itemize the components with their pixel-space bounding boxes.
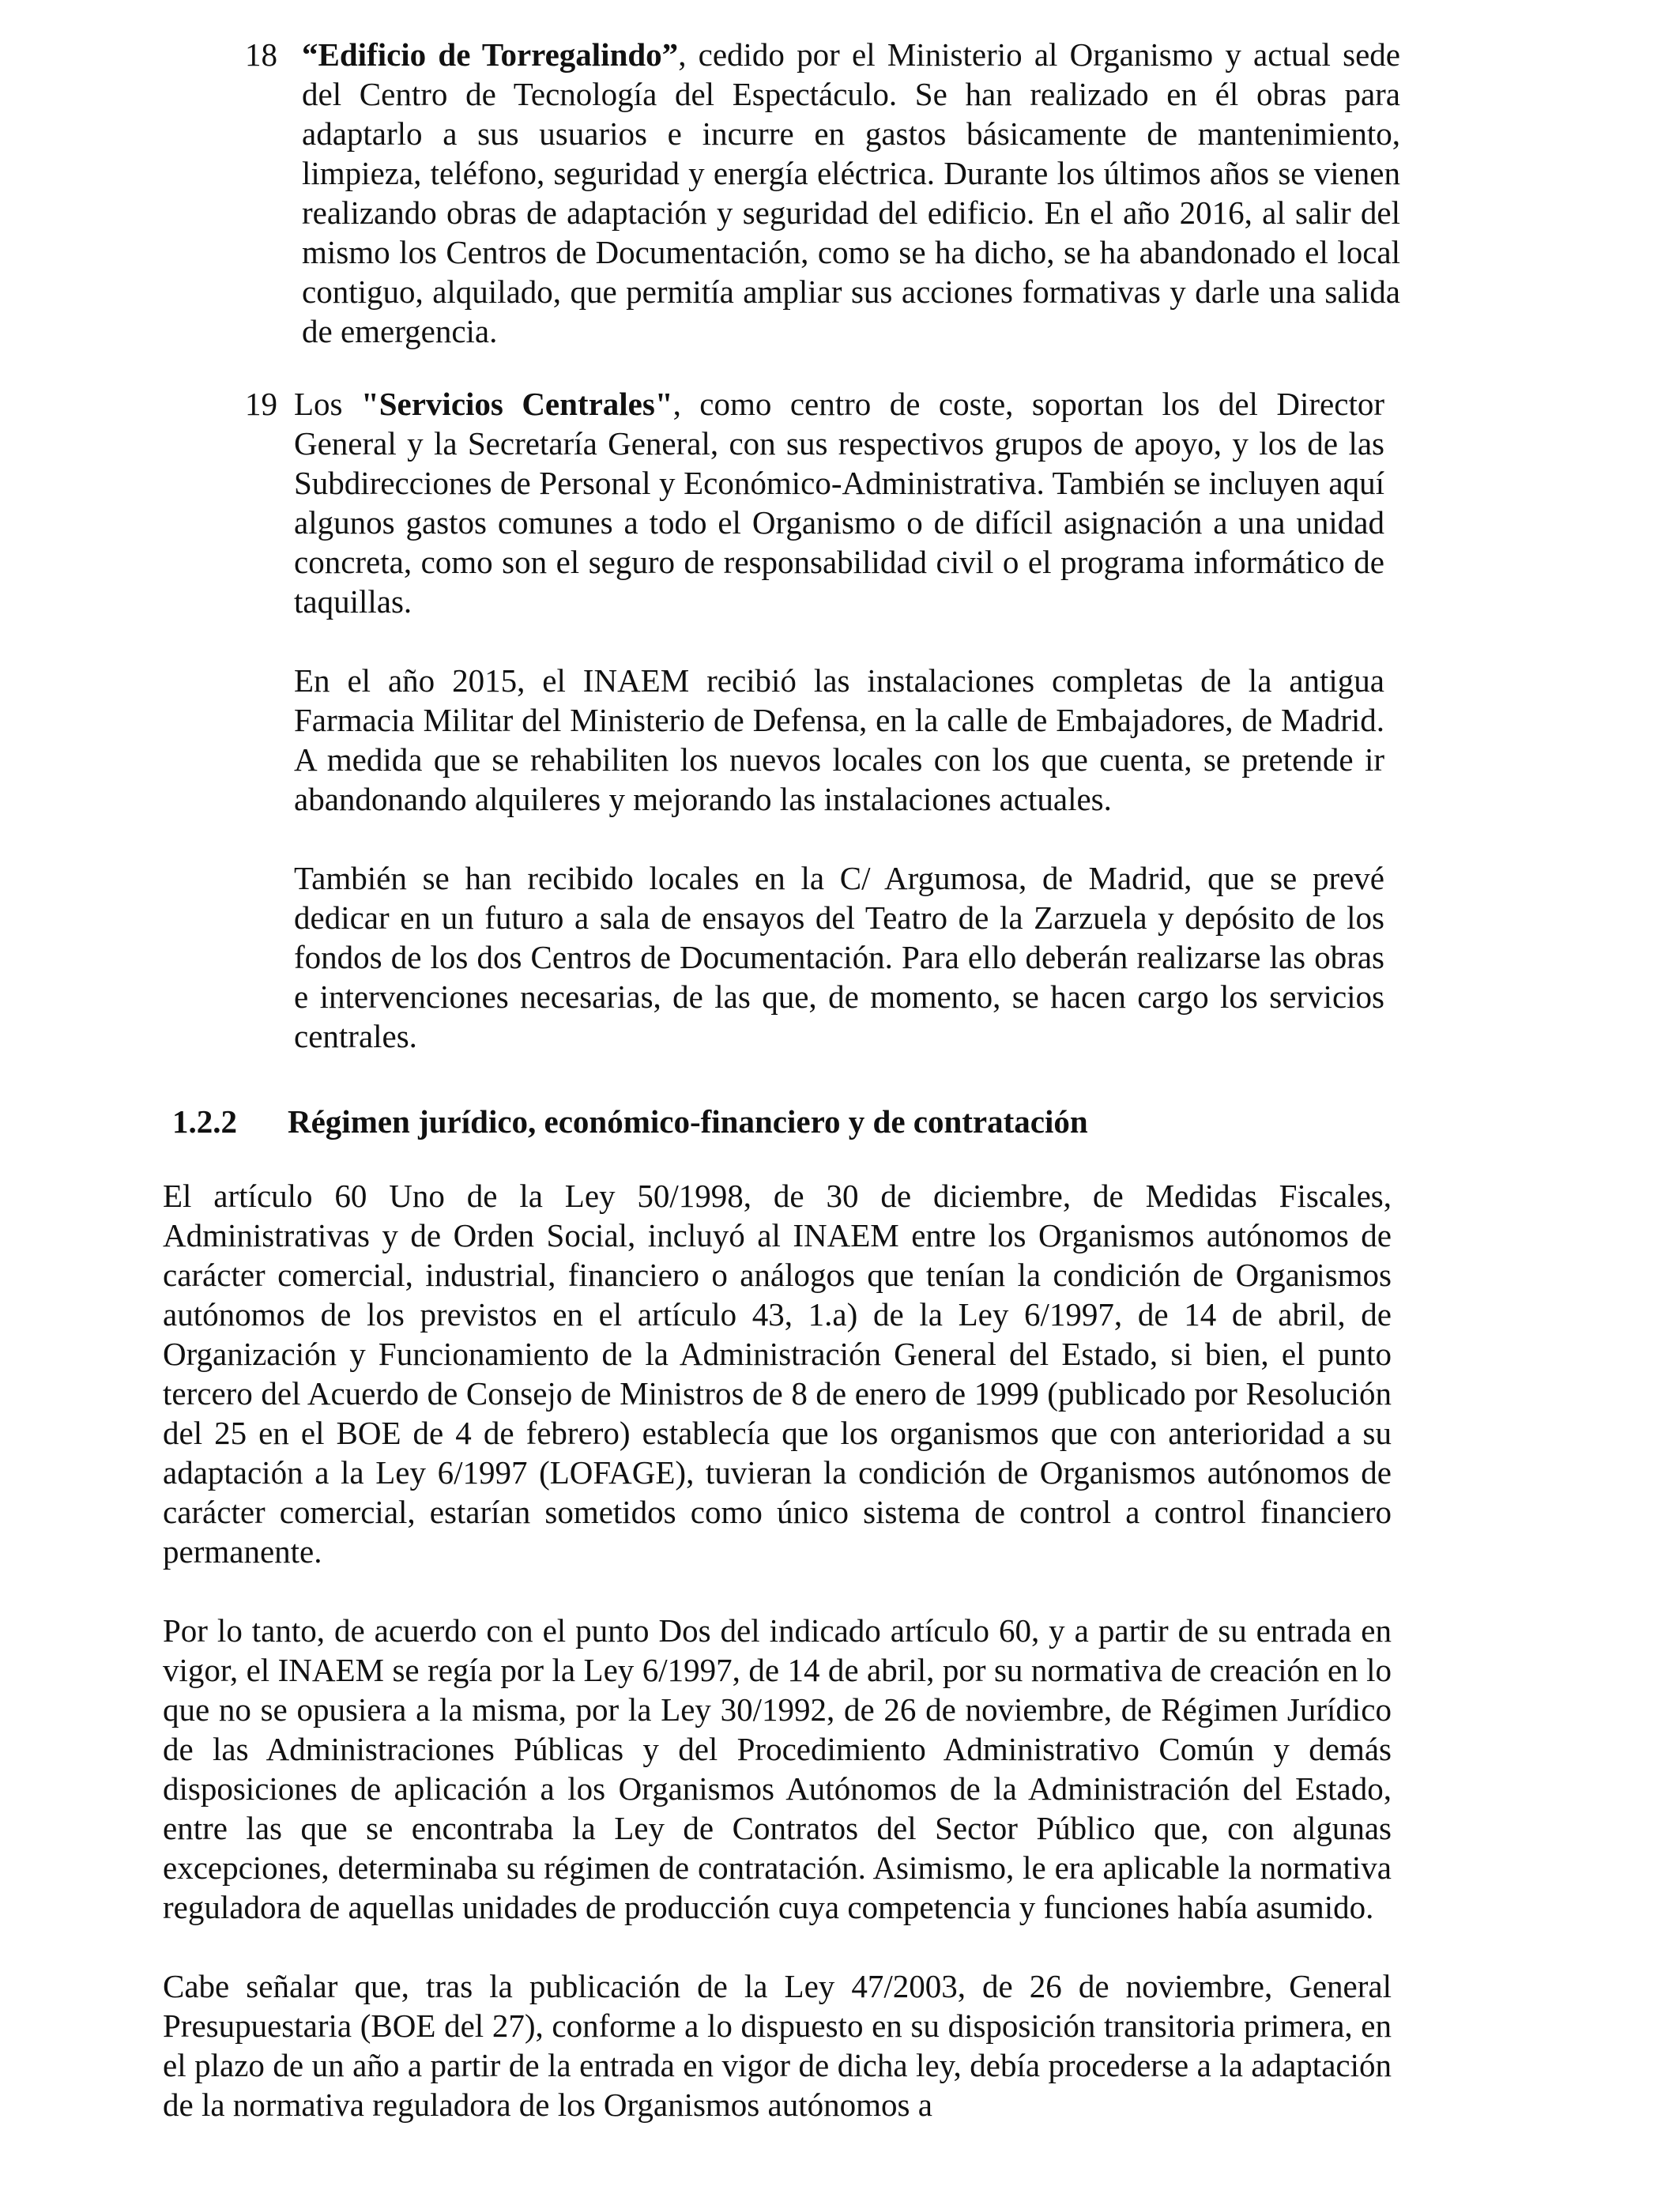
item-number: 18	[245, 36, 277, 73]
body-paragraph: Por lo tanto, de acuerdo con el punto Dos del indicado artículo 60, y a partir de su entrada en vigor, el INAEM se regía por la Ley 6/1997, de 14 de abril, por su normativa de creación en lo que no se opusiera a la misma, por la Ley 30/1992, de 26 de noviembre, de Régimen Jurídico de las Administraciones Públicas y del Procedimiento Administrativo Común y demás disposiciones de aplicación a los Organismos Autónomos de la Administración del Estado, entre las que se encontraba la Ley de Contratos del Sector Público que, con algunas excepciones, determinaba su régimen de contratación. Asimismo, le era aplicable la normativa reguladora de aquellas unidades de producción cuya competencia y funciones había asumido.	[163, 1612, 1392, 1925]
body-text	[163, 1176, 1392, 2124]
item-lead: Los	[294, 386, 361, 422]
list-item-18	[245, 35, 1400, 351]
body-paragraph: El artículo 60 Uno de la Ley 50/1998, de 30 de diciembre, de Medidas Fiscales, Administrativas y de Orden Social, incluyó al INAEM entre los Organismos autónomos de carácter comercial, industrial, financiero o análogos que tenían la condición de Organismos autónomos de los previstos en el artículo 43, 1.a) de la Ley 6/1997, de 14 de abril, de Organización y Funcionamiento de la Administración General del Estado, si bien, el punto tercero del Acuerdo de Consejo de Ministros de 8 de enero de 1999 (publicado por Resolución del 25 en el BOE de 4 de febrero) establecía que los organismos que con anterioridad a su adaptación a la Ley 6/1997 (LOFAGE), tuvieran la condición de Organismos autónomos de carácter comercial, estarían sometidos como único sistema de control a control financiero permanente.	[163, 1178, 1392, 1570]
section-heading	[172, 1102, 1437, 1141]
item-paragraph	[294, 384, 1384, 621]
item-paragraph: También se han recibido locales en la C/ Argumosa, de Madrid, que se prevé dedicar en un futuro a sala de ensayos del Teatro de la Zarzuela y depósito de los fondos de los dos Centros de Documentación. Para ello deberán realizarse las obras e intervenciones necesarias, de las que, de momento, se hacen cargo los servicios centrales.	[294, 860, 1384, 1054]
item-number: 19	[245, 386, 277, 422]
list-item-19	[245, 384, 1392, 1064]
item-body	[294, 384, 1384, 1056]
section-title: Régimen jurídico, económico-financiero y de contratación	[288, 1103, 1088, 1140]
item-title: “Edificio de Torregalindo”	[302, 36, 679, 73]
section-number: 1.2.2	[172, 1103, 237, 1140]
item-body	[302, 35, 1400, 351]
item-title: "Servicios Centrales"	[360, 386, 673, 422]
item-paragraph: En el año 2015, el INAEM recibió las instalaciones completas de la antigua Farmacia Militar del Ministerio de Defensa, en la calle de Embajadores, de Madrid. A medida que se rehabiliten los nuevos locales con los que cuenta, se pretende ir abandonando alquileres y mejorando las instalaciones actuales.	[294, 662, 1384, 817]
item-paragraph	[302, 35, 1400, 351]
item-text: , cedido por el Ministerio al Organismo y actual sede del Centro de Tecnología del Espectáculo. Se han realizado en él obras para adaptarlo a sus usuarios e incurre en gastos básicamente de mantenimiento, limpieza, teléfono, seguridad y energía eléctrica. Durante los últimos años se vienen realizando obras de adaptación y seguridad del edificio. En el año 2016, al salir del mismo los Centros de Documentación, como se ha dicho, se ha abandonado el local contiguo, alquilado, que permitía ampliar sus acciones formativas y darle una salida de emergencia.	[302, 36, 1400, 349]
body-paragraph: Cabe señalar que, tras la publicación de la Ley 47/2003, de 26 de noviembre, General Presupuestaria (BOE del 27), conforme a lo dispuesto en su disposición transitoria primera, en el plazo de un año a partir de la entrada en vigor de dicha ley, debía procederse a la adaptación de la normativa reguladora de los Organismos autónomos a	[163, 1968, 1392, 2123]
item-text: , como centro de coste, soportan los del Director General y la Secretaría General, con sus respectivos grupos de apoyo, y los de las Subdirecciones de Personal y Económico-Administrativa. También se incluyen aquí algunos gastos comunes a todo el Organismo o de difícil asignación a una unidad concreta, como son el seguro de responsabilidad civil o el programa informático de taquillas.	[294, 386, 1384, 620]
